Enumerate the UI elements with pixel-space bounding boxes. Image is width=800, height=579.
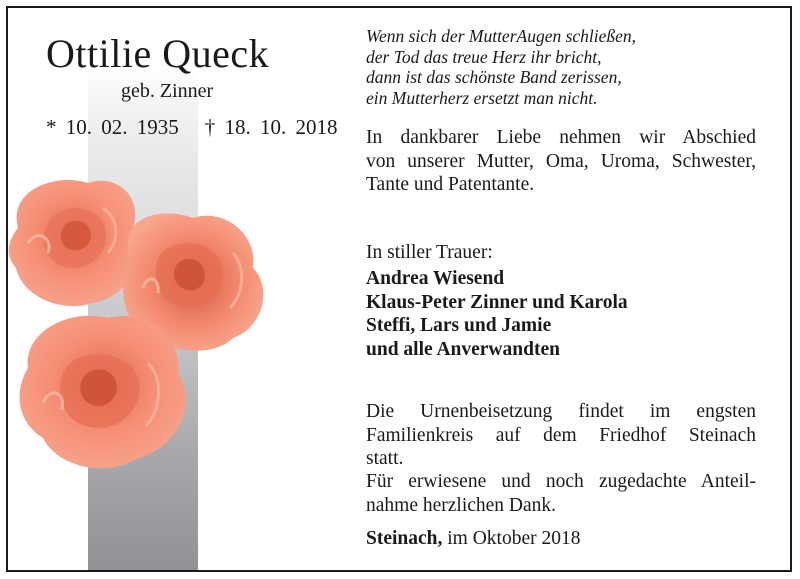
poem-line: ein Mutterherz ersetzt man nicht.	[366, 87, 598, 108]
mourner-name: und alle Anverwandten	[366, 338, 560, 360]
signoff-date: im Oktober 2018	[442, 528, 581, 549]
funeral-line: Familienkreis auf dem Friedhof Steinach	[366, 424, 756, 446]
funeral-notice	[366, 400, 756, 471]
poem	[366, 26, 636, 108]
mourner-name: Andrea Wiesend	[366, 268, 505, 289]
thanks-text	[366, 470, 756, 517]
thanks-line: Für erwiesene und noch zugedachte Anteil-	[366, 471, 756, 492]
deceased-name: Ottilie Queck	[46, 31, 270, 76]
death-date: † 18. 10. 2018	[204, 115, 338, 139]
place-name: Steinach,	[366, 528, 443, 549]
farewell-text	[366, 126, 756, 197]
place-date	[366, 527, 756, 551]
mourner-name: Steffi, Lars und Jamie	[366, 315, 552, 336]
funeral-line: Die Urnenbeisetzung findet im engsten	[366, 401, 756, 422]
farewell-line: Tante und Patentante.	[366, 174, 535, 195]
birth-name: geb. Zinner	[121, 80, 214, 102]
mourner-name: Klaus-Peter Zinner und Karola	[366, 291, 628, 313]
farewell-line: von unserer Mutter, Oma, Uroma, Schwester,	[366, 150, 756, 172]
poem-line: der Tod das treue Herz ihr bricht,	[366, 46, 602, 67]
life-dates	[46, 115, 338, 140]
funeral-line: statt.	[366, 448, 404, 469]
poem-line: dann ist das schönste Band zerissen,	[366, 67, 622, 87]
thanks-line: nahme herzlichen Dank.	[366, 494, 557, 516]
obituary-card	[6, 6, 792, 572]
rose-bottom	[20, 316, 186, 469]
rose-top-left	[9, 180, 138, 306]
poem-line: Wenn sich der MutterAugen schließen,	[366, 26, 637, 46]
roses-illustration	[8, 168, 288, 498]
mourners-list	[366, 267, 756, 361]
birth-date: * 10. 02. 1935	[46, 115, 179, 139]
farewell-line: In dankbarer Liebe nehmen wir Abschied	[366, 127, 756, 148]
mourning-label: In stiller Trauer:	[366, 242, 493, 263]
